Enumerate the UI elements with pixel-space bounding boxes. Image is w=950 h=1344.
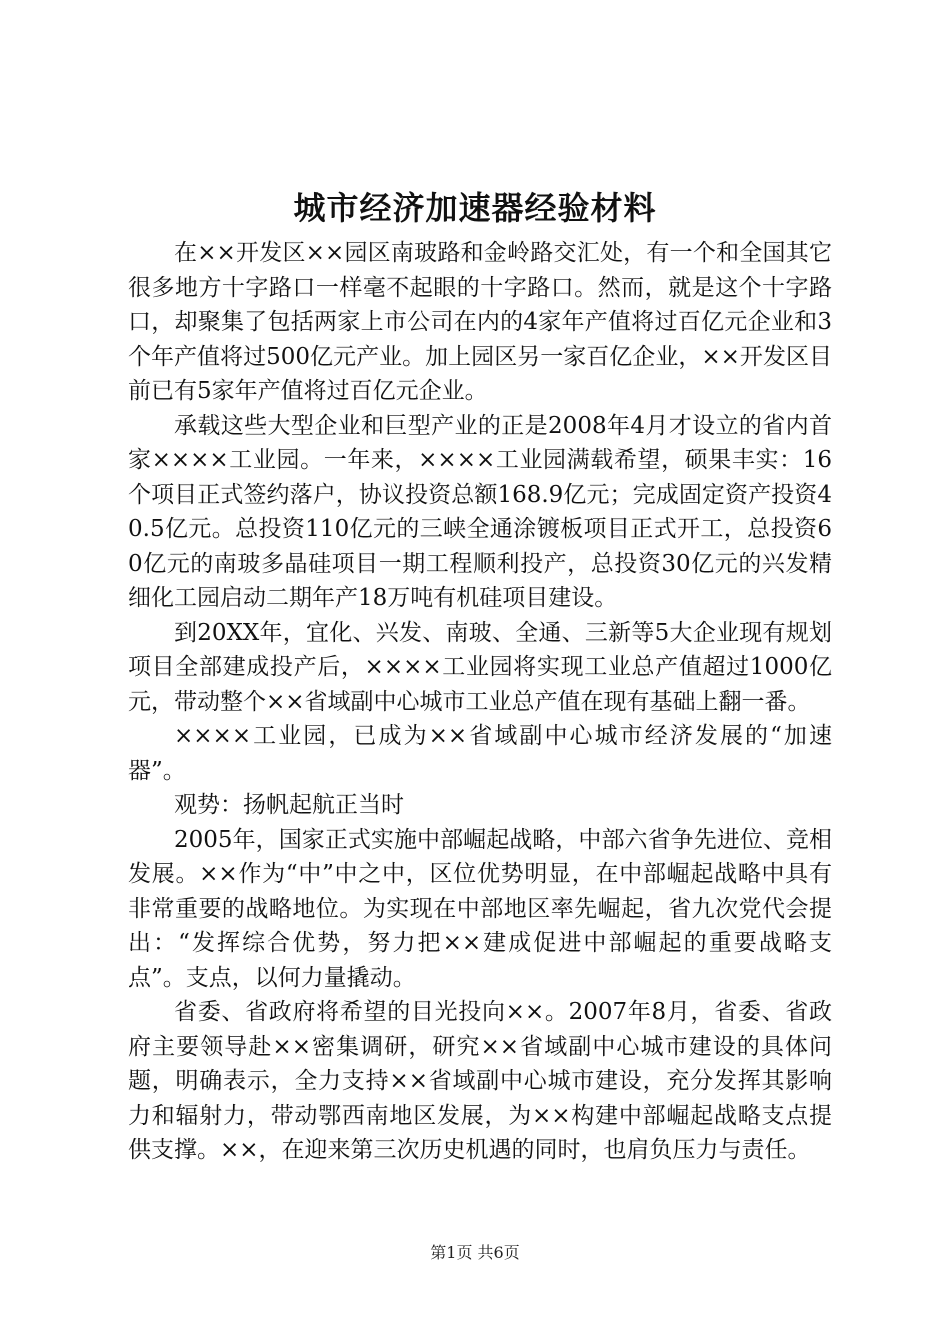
paragraph-2020-goal: 到20XX年，宜化、兴发、南玻、全通、三新等5大企业现有规划项目全部建成投产后，××××工业园将实现工业总产值超过1000亿元，带动整个××省域副中心城市工业总产值在现有基础上翻一番。 <box>128 619 832 715</box>
paragraph-industrial-park: 承载这些大型企业和巨型产业的正是2008年4月才设立的省内首家××××工业园。一年来，××××工业园满载希望，硕果丰实：16个项目正式签约落户，协议投资总额168.9亿元；完成固定资产投资40.5亿元。总投资110亿元的三峡全通涂镀板项目正式开工，总投资60亿元的南玻多晶硅项目一期工程顺利投产，总投资30亿元的兴发精细化工园启动二期年产18万吨有机硅项目建设。 <box>128 412 832 611</box>
section-heading: 观势：扬帆起航正当时 <box>174 792 404 818</box>
paragraph-provincial-support: 省委、省政府将希望的目光投向××。2007年8月，省委、省政府主要领导赴××密集调研，研究××省域副中心城市建设的具体问题，明确表示，全力支持××省域副中心城市建设，充分发挥其影响力和辐射力，带动鄂西南地区发展，为××构建中部崛起战略支点提供支撑。××，在迎来第三次历史机遇的同时，也肩负压力与责任。 <box>128 999 832 1163</box>
document-body <box>128 236 832 1168</box>
document-title: 城市经济加速器经验材料 <box>293 189 657 227</box>
paragraph-accelerator: ××××工业园，已成为××省域副中心城市经济发展的“加速器”。 <box>128 723 832 784</box>
paragraph-intro: 在××开发区××园区南玻路和金岭路交汇处，有一个和全国其它很多地方十字路口一样毫不起眼的十字路口。然而，就是这个十字路口，却聚集了包括两家上市公司在内的4家年产值将过百亿元企业和3个年产值将过500亿元产业。加上园区另一家百亿企业，××开发区目前已有5家年产值将过百亿元企业。 <box>128 240 832 404</box>
paragraph-central-rise: 2005年，国家正式实施中部崛起战略，中部六省争先进位、竞相发展。××作为“中”中之中，区位优势明显，在中部崛起战略中具有非常重要的战略地位。为实现在中部地区率先崛起，省九次党代会提出：“发挥综合优势，努力把××建成促进中部崛起的重要战略支点”。支点，以何力量撬动。 <box>128 826 832 991</box>
page-number: 第1页 共6页 <box>430 1243 520 1262</box>
